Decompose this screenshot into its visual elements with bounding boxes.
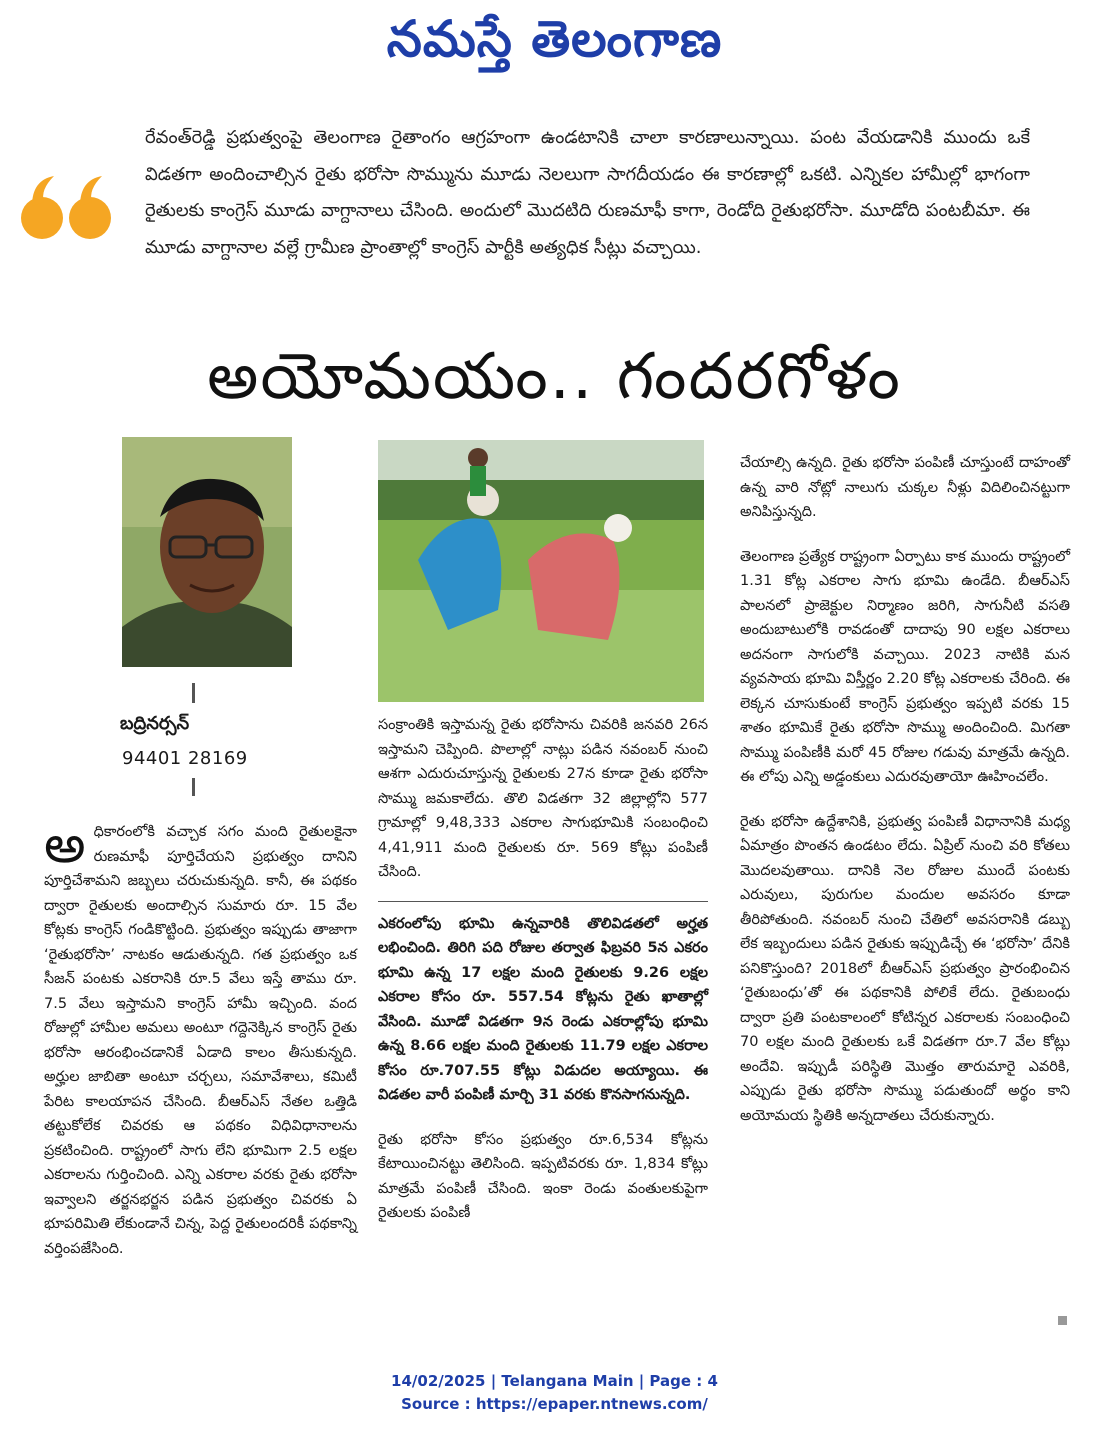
author-name: బద్రినర్సన్	[120, 713, 190, 734]
footer-source-link[interactable]: Source : https://epaper.ntnews.com/	[401, 1395, 708, 1413]
end-mark-icon	[1058, 1316, 1067, 1325]
article-column-3	[740, 451, 1070, 1128]
quote-mark-icon	[18, 172, 118, 252]
author-divider-top	[192, 683, 195, 703]
column3-paragraph-1: చేయాల్సి ఉన్నది. రైతు భరోసా పంపిణీ చూస్తుంటే దాహంతో ఉన్న వారి నోట్లో నాలుగు చుక్కల నీళ్లు విదిలించినట్టుగా అనిపిస్తున్నది.	[740, 455, 1070, 520]
author-photo	[122, 437, 292, 667]
column2-paragraph-2-bold: ఎకరంలోపు భూమి ఉన్నవారికి తొలివిడతలో అర్హత లభించింది. తిరిగి పది రోజుల తర్వాత ఫిబ్రవరి 5న ఎకరం భూమి ఉన్న 17 లక్షల మంది రైతులకు 9.26 లక్షల ఎకరాల కోసం రూ. 557.54 కోట్లను రైతు ఖాతాల్లో వేసింది. మూడో విడతగా 9న రెండు ఎకరాల్లోపు భూమి ఉన్న 8.66 లక్షల మంది రైతులకు 11.79 లక్షల ఎకరాల కోసం రూ.707.55 కోట్లు విడుదల అయ్యాయి. ఈ విడతల వారీ పంపిణీ మార్చి 31 వరకు కొనసాగనున్నది.	[378, 915, 708, 1103]
article-column-1	[44, 815, 357, 1261]
column2-paragraph-1: సంక్రాంతికి ఇస్తామన్న రైతు భరోసాను చివరికి జనవరి 26న ఇస్తామని చెప్పింది. పొలాల్లో నాట్లు పడిన నవంబర్ నుంచి ఆశగా ఎదురుచూస్తున్న రైతులకు 27న కూడా రైతు భరోసా సొమ్ము జమకాలేదు. తొలి విడతగా 32 జిల్లాల్లోని 577 గ్రామాల్లో 9,48,333 ఎకరాల సాగుభూమికి సంబంధించి 4,41,911 మంది రైతులకు రూ. 569 కోట్లు పంపిణీ చేసింది.	[378, 717, 708, 880]
article-column-2	[378, 713, 708, 1226]
footer-date-edition: 14/02/2025 | Telangana Main | Page : 4	[391, 1372, 718, 1390]
column3-paragraph-3: రైతు భరోసా ఉద్దేశానికి, ప్రభుత్వ పంపిణీ విధానానికి మధ్య ఏమాత్రం పొంతన ఉండటం లేదు. ఏప్రిల్ నుంచి వరి కోతలు మొదలవుతాయి. దానికి నెల రోజుల ముందే పంటకు ఎరువులు, పురుగుల మందుల అవసరం కూడా తీరిపోతుంది. నవంబర్ నుంచి చేతిలో అవసరానికి డబ్బు లేక ఇబ్బందులు పడిన రైతుకు ఇప్పుడిచ్చే ఈ ‘భరోసా’ దేనికి పనికొస్తుంది? 2018లో బీఆర్‌ఎస్ ప్రభుత్వం ప్రారంభించిన ‘రైతుబంధు’తో ఈ పథకానికి పోలికే లేదు. రైతుబంధు ద్వారా ప్రతి పంటకాలంలో కోటిన్నర ఎకరాలకు సంబంధించి 70 లక్షల మంది రైతులకు ఒకే విడతగా రూ.7 వేల కోట్లు అందేవి. ఇప్పుడీ పరిస్థితి మొత్తం తారుమారై ఎవరికి, ఎప్పుడు రైతు భరోసా సొమ్ము పడుతుందో అర్థం కాని అయోమయ స్థితికి అన్నదాతలు చేరుకున్నారు.	[740, 813, 1070, 1124]
column2-rule	[378, 901, 708, 902]
author-phone: 94401 28169	[122, 748, 248, 769]
column1-paragraph: అధికారంలోకి వచ్చాక సగం మంది రైతులకైనా రుణమాఫీ పూర్తిచేయని ప్రభుత్వం దానిని పూర్తిచేశామని జబ్బలు చరుచుకున్నది. కానీ, ఈ పథకం ద్వారా రైతులకు అందాల్సిన సుమారు రూ. 15 వేల కోట్లకు కాంగ్రెస్ గండికొట్టింది. ప్రభుత్వం ఇప్పుడు తాజాగా ‘రైతుభరోసా’ నాటకం ఆడుతున్నది. గత ప్రభుత్వం ఒక సీజన్ పంటకు ఎకరానికి రూ.5 వేలు ఇస్తే తాము రూ. 7.5 వేలు ఇస్తామని కాంగ్రెస్ హామీ ఇచ్చింది. వంద రోజుల్లో హామీల అమలు అంటూ గద్దెనెక్కిన కాంగ్రెస్ రైతు భరోసా ఆరంభించడానికే ఏడాది కాలం తీసుకున్నది. అర్హుల జాబితా అంటూ చర్చలు, సమావేశాలు, కమిటీ పేరిట కాలయాపన చేసింది. బీఆర్‌ఎస్ నేతల ఒత్తిడి తట్టుకోలేక చివరకు ఆ పథకం విధివిధానాలను ప్రకటించింది. రాష్ట్రంలో సాగు లేని భూమిగా 2.5 లక్షల ఎకరాలను గుర్తించింది. ఎన్ని ఎకరాల వరకు రైతు భరోసా ఇవ్వాలని తర్జనభర్జన పడిన ప్రభుత్వం చివరకు ఏ భూపరిమితి లేకుండానే చిన్న, పెద్ద రైతులందరికీ పథకాన్ని వర్తింపజేసింది.	[44, 815, 357, 1257]
pull-quote: రేవంత్‌రెడ్డి ప్రభుత్వంపై తెలంగాణ రైతాంగం ఆగ్రహంగా ఉండటానికి చాలా కారణాలున్నాయి. పంట వేయడానికి ముందు ఒకే విడతగా అందించాల్సిన రైతు భరోసా సొమ్మును మూడు నెలలుగా సాగదీయడం ఈ కారణాల్లో ఒకటి. ఎన్నికల హామీల్లో భాగంగా రైతులకు కాంగ్రెస్ మూడు వాగ్దానాలు చేసింది. అందులో మొదటిది రుణమాఫీ కాగా, రెండోది రైతుభరోసా. మూడోది పంటబీమా. ఈ మూడు వాగ్దానాల వల్లే గ్రామీణ ప్రాంతాల్లో కాంగ్రెస్ పార్టీకి అత్యధిక సీట్లు వచ్చాయి.	[145, 127, 1030, 258]
column3-paragraph-2: తెలంగాణ ప్రత్యేక రాష్ట్రంగా ఏర్పాటు కాక ముందు రాష్ట్రంలో 1.31 కోట్ల ఎకరాల సాగు భూమి ఉండేది. బీఆర్‌ఎస్ పాలనలో ప్రాజెక్టుల నిర్మాణం జరిగి, సాగునీటి వసతి అందుబాటులోకి రావడంతో దాదాపు 90 లక్షల ఎకరాలు అదనంగా సాగులోకి వచ్చాయి. 2023 నాటికి మన వ్యవసాయ భూమి విస్తీర్ణం 2.20 కోట్ల ఎకరాలకు చేరింది. ఈ లెక్కన చూసుకుంటే కాంగ్రెస్ ప్రభుత్వం ఇప్పటి వరకు 15 శాతం భూమికే రైతు భరోసా సొమ్ము అందించింది. మిగతా సొమ్ము పంపిణీకి మరో 45 రోజుల గడువు మాత్రమే ఉన్నది. ఈ లోపు ఎన్ని అడ్డంకులు ఎదురవుతాయో ఊహించలేం.	[740, 548, 1070, 785]
masthead-logo: నమస్తే తెలంగాణ	[386, 9, 723, 68]
drop-cap: అ	[44, 815, 86, 875]
farm-photo	[378, 440, 704, 702]
column2-paragraph-3: రైతు భరోసా కోసం ప్రభుత్వం రూ.6,534 కోట్లను కేటాయించినట్టు తెలిసింది. ఇప్పటివరకు రూ. 1,834 కోట్లు మాత్రమే పంపిణీ చేసింది. ఇంకా రెండు వంతులకుపైగా రైతులకు పంపిణీ	[378, 1131, 708, 1221]
headline: అయోమయం.. గందరగోళం	[207, 340, 902, 414]
author-divider-bottom	[192, 778, 195, 796]
